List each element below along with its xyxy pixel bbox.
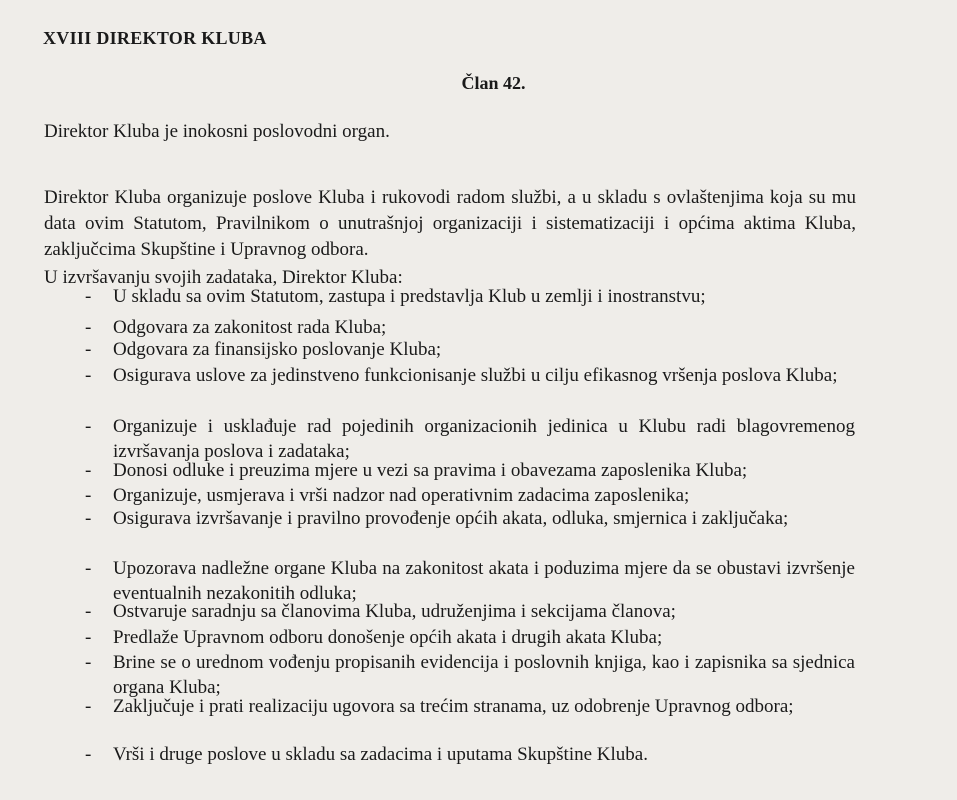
bullet-dash: - [85,365,92,386]
paragraph: Direktor Kluba je inokosni poslovodni organ. [44,121,390,142]
list-item-text: Organizuje, usmjerava i vrši nadzor nad operativnim zadacima zaposlenika; [113,485,690,506]
list-item [85,458,855,483]
bullet-dash: - [85,558,92,579]
list-item-text: Brine se o urednom vođenju propisanih evidencija i poslovnih knjiga, kao i zapisnika sa sjednica organa Kluba; [113,652,855,698]
list-item [85,337,855,362]
bullet-dash: - [85,744,92,765]
list-item-text: U skladu sa ovim Statutom, zastupa i predstavlja Klub u zemlji i inostranstvu; [113,286,706,307]
bullet-dash: - [85,652,92,673]
list-item [85,694,855,719]
list-item-text: Osigurava izvršavanje i pravilno provođenje općih akata, odluka, smjernica i zaključaka; [113,508,789,529]
article-title: Član 42. [461,73,526,93]
list-item-text: Upozorava nadležne organe Kluba na zakonitost akata i poduzima mjere da se obustavi izvršenje eventualnih nezakonitih odluka; [113,558,855,604]
list-item [85,483,855,508]
list-item-text: Donosi odluke i preuzima mjere u vezi sa pravima i obavezama zaposlenika Kluba; [113,460,748,481]
list-item [85,742,855,767]
paragraph: Direktor Kluba organizuje poslove Kluba i rukovodi radom službi, a u skladu s ovlaštenjima koja su mu data ovim Statutom, Pravilnikom o unutrašnjoj organizaciji i sistematizaciji i općima aktima Kluba, zaključcima Skupštine i Upravnog odbora. [44,187,856,260]
bullet-dash: - [85,317,92,338]
list-intro: U izvršavanju svojih zadataka, Direktor Kluba: [44,267,403,288]
bullet-dash: - [85,460,92,481]
bullet-dash: - [85,627,92,648]
list-item-text: Ostvaruje saradnju sa članovima Kluba, udruženjima i sekcijama članova; [113,601,676,622]
list-item [85,650,855,700]
bullet-dash: - [85,696,92,717]
bullet-dash: - [85,601,92,622]
list-item-text: Odgovara za zakonitost rada Kluba; [113,317,387,338]
list-item-text: Zaključuje i prati realizaciju ugovora sa trećim stranama, uz odobrenje Upravnog odbora; [113,696,794,717]
list-item [85,506,855,531]
list-item-text: Vrši i druge poslove u skladu sa zadacima i uputama Skupštine Kluba. [113,744,648,765]
list-item-text: Predlaže Upravnom odboru donošenje općih akata i drugih akata Kluba; [113,627,663,648]
bullet-dash: - [85,485,92,506]
list-item-text: Osigurava uslove za jedinstveno funkcionisanje službi u cilju efikasnog vršenja poslova Kluba; [113,365,838,386]
list-item-text: Odgovara za finansijsko poslovanje Kluba; [113,339,442,360]
bullet-dash: - [85,416,92,437]
list-item [85,284,855,309]
section-title: XVIII DIREKTOR KLUBA [43,28,267,48]
list-item-text: Organizuje i usklađuje rad pojedinih organizacionih jedinica u Klubu radi blagovremenog izvršavanja poslova i zadataka; [113,416,855,462]
bullet-dash: - [85,286,92,307]
list-item [85,414,855,464]
list-item [85,625,855,650]
list-item [85,599,855,624]
bullet-dash: - [85,339,92,360]
list-item [85,363,855,388]
bullet-dash: - [85,508,92,529]
